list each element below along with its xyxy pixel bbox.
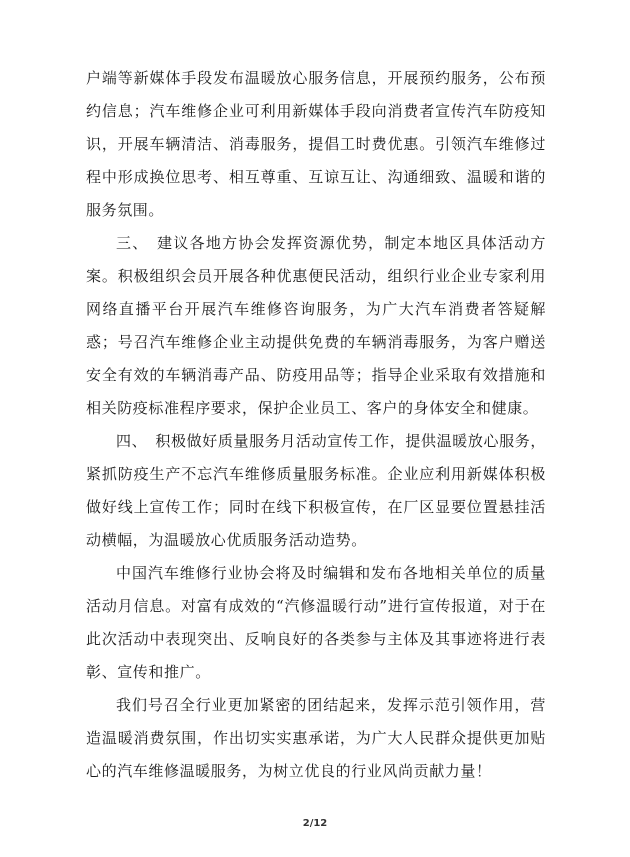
paragraph-section-four: 四、 积极做好质量服务月活动宣传工作，提供温暖放心服务，紧抓防疫生产不忘汽车维修质量服务标准。企业应利用新媒体积极做好线上宣传工作；同时在线下积极宣传，在厂区显要位置悬挂活动横幅，为温暖放心优质服务活动造势。 [86,432,546,549]
paragraph-continuation: 户端等新媒体手段发布温暖放心服务信息，开展预约服务，公布预约信息；汽车维修企业可利用新媒体手段向消费者宣传汽车防疫知识，开展车辆清洁、消毒服务，提倡工时费优惠。引领汽车维修过程中形成换位思考、相互尊重、互谅互让、沟通细致、温暖和谐的服务氛围。 [86,69,546,219]
paragraph-section-three: 三、 建议各地方协会发挥资源优势，制定本地区具体活动方案。积极组织会员开展各种优惠便民活动，组织行业企业专家利用网络直播平台开展汽车维修咨询服务，为广大汽车消费者答疑解惑；号召汽车维修企业主动提供免费的车辆消毒服务，为客户赠送安全有效的车辆消毒产品、防疫用品等；指导企业采取有效措施和相关防疫标准程序要求，保护企业员工、客户的身体安全和健康。 [86,234,546,417]
page-number: 2/12 [302,818,328,829]
paragraph-association-notice: 中国汽车维修行业协会将及时编辑和发布各地相关单位的质量活动月信息。对富有成效的“汽修温暖行动”进行宣传报道，对于在此次活动中表现突出、反响良好的各类参与主体及其事迹将进行表彰、宣传和推广。 [86,564,546,681]
paragraph-closing-call: 我们号召全行业更加紧密的团结起来，发挥示范引领作用，营造温暖消费氛围，作出切实实惠承诺，为广大人民群众提供更加贴心的汽车维修温暖服务，为树立优良的行业风尚贡献力量！ [86,696,546,780]
document-body [86,62,546,788]
